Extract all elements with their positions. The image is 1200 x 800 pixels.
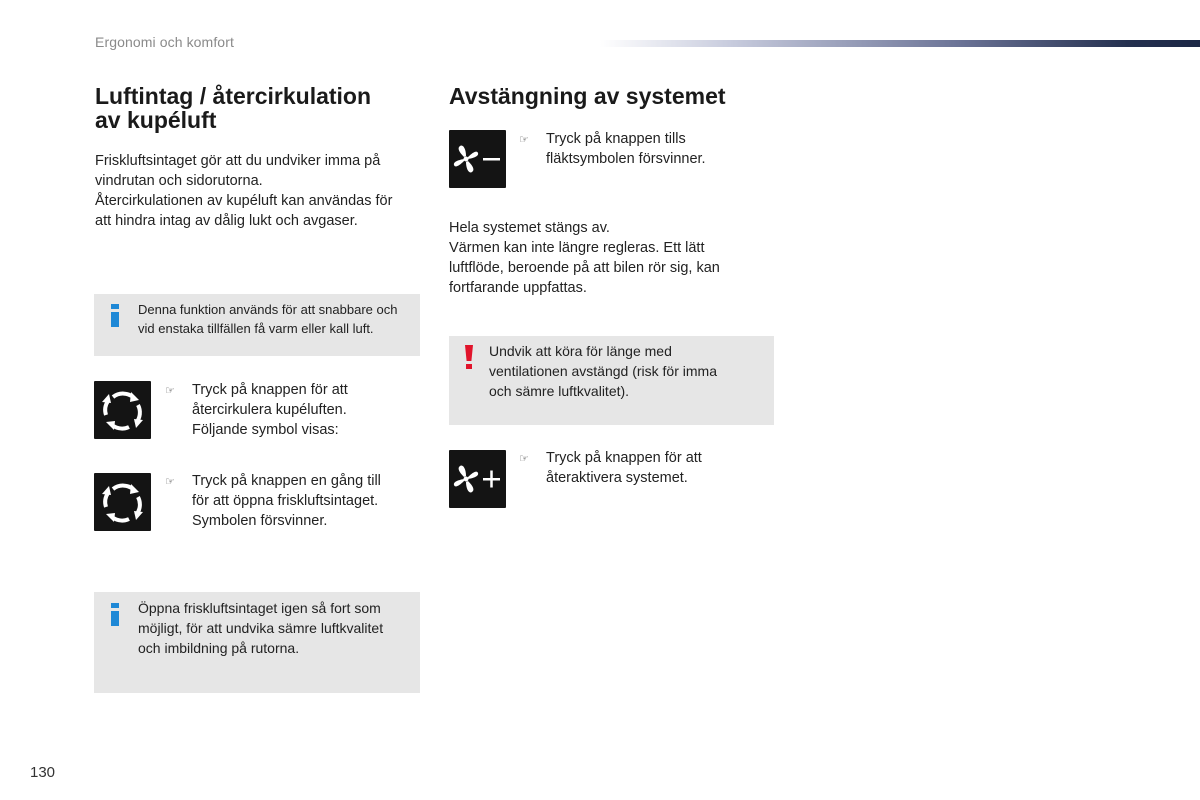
- fan-minus-button[interactable]: [449, 130, 506, 188]
- step-fresh-air-text: Tryck på knappen en gång till för att öppna friskluftsintaget. Symbolen försvinner.: [192, 473, 381, 529]
- recirculation-icon: [94, 381, 151, 439]
- pointing-hand-icon: ☞: [165, 385, 175, 397]
- pointing-hand-icon: ☞: [519, 134, 529, 146]
- page-number: 130: [30, 764, 56, 781]
- left-intro-text: Friskluftsintaget gör att du undviker imma på vindrutan och sidorutorna. Återcirkulationen av kupéluft kan användas för att hindra intag av dålig lukt och avgaser.: [95, 153, 393, 229]
- info-note-1-text: Denna funktion används för att snabbare och vid enstaka tillfällen få varm eller kall luft.: [138, 302, 398, 336]
- section-label: Ergonomi och komfort: [95, 34, 234, 50]
- right-section-title: Avstängning av systemet: [449, 83, 726, 109]
- warning-note-text: Undvik att köra för länge med ventilationen avstängd (risk för imma och sämre luftkvalitet).: [489, 343, 717, 399]
- fan-plus-button[interactable]: [449, 450, 506, 508]
- pointing-hand-icon: ☞: [165, 476, 175, 488]
- warning-icon: [465, 345, 473, 369]
- header-gradient-bar: [600, 40, 1200, 47]
- info-note-2-text: Öppna friskluftsintaget igen så fort som möjligt, för att undvika sämre luftkvalitet och imbildning på rutorna.: [138, 600, 384, 656]
- info-icon: [111, 304, 119, 328]
- pointing-hand-icon: ☞: [519, 453, 529, 465]
- warning-note: [449, 336, 774, 425]
- step-recirculate-text: Tryck på knappen för att återcirkulera kupéluften. Följande symbol visas:: [192, 382, 348, 438]
- step-turn-on-text: Tryck på knappen för att återaktivera systemet.: [546, 450, 702, 486]
- left-section-title: Luftintag / återcirkulation av kupéluft: [95, 83, 372, 133]
- step-turn-off-text: Tryck på knappen tills fläktsymbolen försvinner.: [546, 131, 706, 167]
- recirculation-button-2[interactable]: [94, 473, 151, 531]
- info-icon: [111, 603, 119, 627]
- fan-minus-icon: [449, 130, 506, 188]
- recirculation-icon: [94, 473, 151, 531]
- info-note-1: [94, 294, 420, 356]
- fan-plus-icon: [449, 450, 506, 508]
- info-note-2: [94, 592, 420, 693]
- right-body-text: Hela systemet stängs av. Värmen kan inte längre regleras. Ett lätt luftflöde, beroende på att bilen rör sig, kan fortfarande uppfattas.: [449, 220, 720, 296]
- recirculation-button[interactable]: [94, 381, 151, 439]
